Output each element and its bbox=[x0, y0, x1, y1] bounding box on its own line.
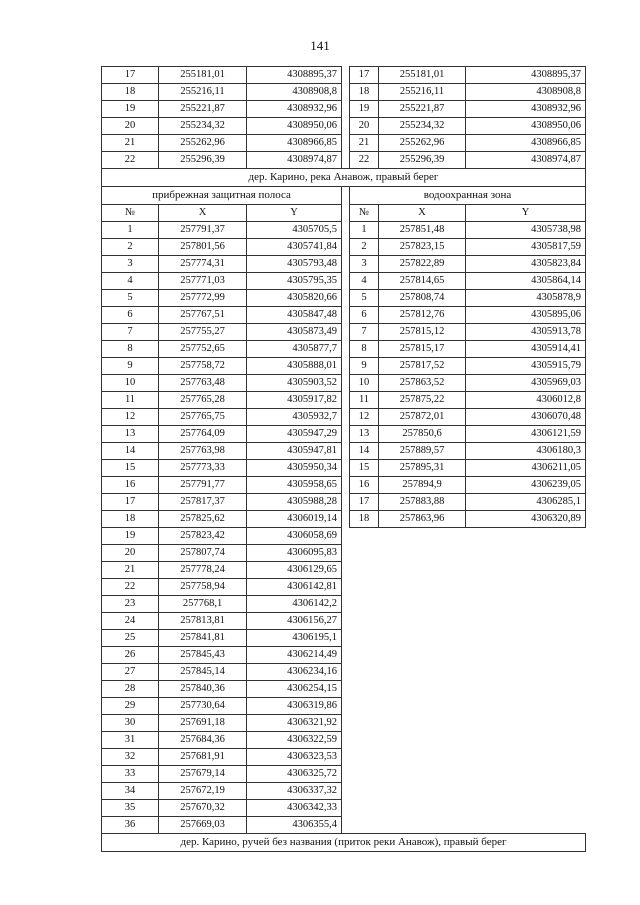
y-coordinate: 4306319,86 bbox=[247, 698, 342, 715]
top-continuation-rows bbox=[102, 67, 586, 169]
point-number: 34 bbox=[102, 783, 159, 800]
y-coordinate: 4305823,84 bbox=[466, 256, 586, 273]
y-coordinate: 4306325,72 bbox=[247, 766, 342, 783]
point-number: 24 bbox=[102, 613, 159, 630]
point-number: 30 bbox=[102, 715, 159, 732]
y-coordinate: 4308966,85 bbox=[247, 135, 342, 152]
point-number: 12 bbox=[350, 409, 379, 426]
table-row bbox=[102, 426, 586, 443]
section1-rows bbox=[102, 222, 586, 834]
x-coordinate: 257813,81 bbox=[159, 613, 247, 630]
table-row bbox=[102, 511, 586, 528]
y-coordinate: 4305988,28 bbox=[247, 494, 342, 511]
table-row bbox=[102, 152, 586, 169]
table-row bbox=[102, 545, 586, 562]
point-number: 13 bbox=[102, 426, 159, 443]
point-number: 3 bbox=[350, 256, 379, 273]
left-header-n: № bbox=[102, 205, 159, 222]
y-coordinate: 4306322,59 bbox=[247, 732, 342, 749]
y-coordinate: 4305864,14 bbox=[466, 273, 586, 290]
x-coordinate: 255296,39 bbox=[159, 152, 247, 169]
x-coordinate: 257791,77 bbox=[159, 477, 247, 494]
section2-title: дер. Карино, ручей без названия (приток реки Анавож), правый берег bbox=[102, 834, 586, 852]
x-coordinate: 257889,57 bbox=[379, 443, 466, 460]
table-row bbox=[102, 630, 586, 647]
y-coordinate: 4308895,37 bbox=[466, 67, 586, 84]
y-coordinate: 4306142,81 bbox=[247, 579, 342, 596]
y-coordinate: 4305917,82 bbox=[247, 392, 342, 409]
y-coordinate: 4306234,16 bbox=[247, 664, 342, 681]
y-coordinate: 4306129,65 bbox=[247, 562, 342, 579]
point-number: 5 bbox=[102, 290, 159, 307]
point-number: 1 bbox=[350, 222, 379, 239]
y-coordinate: 4308950,06 bbox=[247, 118, 342, 135]
x-coordinate: 255234,32 bbox=[159, 118, 247, 135]
point-number: 31 bbox=[102, 732, 159, 749]
x-coordinate: 257875,22 bbox=[379, 392, 466, 409]
point-number: 36 bbox=[102, 817, 159, 834]
point-number: 18 bbox=[350, 511, 379, 528]
y-coordinate: 4305914,41 bbox=[466, 341, 586, 358]
point-number: 8 bbox=[102, 341, 159, 358]
table-row bbox=[102, 101, 586, 118]
point-number: 11 bbox=[350, 392, 379, 409]
table-row bbox=[102, 67, 586, 84]
x-coordinate: 255221,87 bbox=[379, 101, 466, 118]
y-coordinate: 4306180,3 bbox=[466, 443, 586, 460]
coordinates-document bbox=[101, 66, 585, 852]
table-row bbox=[102, 681, 586, 698]
y-coordinate: 4306142,2 bbox=[247, 596, 342, 613]
point-number: 23 bbox=[102, 596, 159, 613]
y-coordinate: 4305969,03 bbox=[466, 375, 586, 392]
x-coordinate: 257679,14 bbox=[159, 766, 247, 783]
y-coordinate: 4306095,83 bbox=[247, 545, 342, 562]
point-number: 2 bbox=[350, 239, 379, 256]
x-coordinate: 257758,72 bbox=[159, 358, 247, 375]
x-coordinate: 257778,24 bbox=[159, 562, 247, 579]
x-coordinate: 257672,19 bbox=[159, 783, 247, 800]
y-coordinate: 4305847,48 bbox=[247, 307, 342, 324]
y-coordinate: 4306320,89 bbox=[466, 511, 586, 528]
x-coordinate: 257772,99 bbox=[159, 290, 247, 307]
point-number: 3 bbox=[102, 256, 159, 273]
y-coordinate: 4306342,33 bbox=[247, 800, 342, 817]
x-coordinate: 257765,75 bbox=[159, 409, 247, 426]
y-coordinate: 4305873,49 bbox=[247, 324, 342, 341]
y-coordinate: 4305793,48 bbox=[247, 256, 342, 273]
y-coordinate: 4306323,53 bbox=[247, 749, 342, 766]
x-coordinate: 257863,52 bbox=[379, 375, 466, 392]
point-number: 20 bbox=[102, 118, 159, 135]
x-coordinate: 257764,09 bbox=[159, 426, 247, 443]
x-coordinate: 257825,62 bbox=[159, 511, 247, 528]
point-number: 15 bbox=[102, 460, 159, 477]
x-coordinate: 257812,76 bbox=[379, 307, 466, 324]
x-coordinate: 257774,31 bbox=[159, 256, 247, 273]
table-row bbox=[102, 358, 586, 375]
point-number: 18 bbox=[350, 84, 379, 101]
section2-header bbox=[102, 834, 586, 852]
point-number: 21 bbox=[102, 135, 159, 152]
x-coordinate: 257815,17 bbox=[379, 341, 466, 358]
y-coordinate: 4305705,5 bbox=[247, 222, 342, 239]
point-number: 25 bbox=[102, 630, 159, 647]
point-number: 17 bbox=[350, 67, 379, 84]
y-coordinate: 4306211,05 bbox=[466, 460, 586, 477]
y-coordinate: 4305958,65 bbox=[247, 477, 342, 494]
point-number: 21 bbox=[102, 562, 159, 579]
y-coordinate: 4308932,96 bbox=[247, 101, 342, 118]
point-number: 22 bbox=[102, 152, 159, 169]
x-coordinate: 257771,03 bbox=[159, 273, 247, 290]
left-subtitle: прибрежная защитная полоса bbox=[102, 187, 342, 205]
point-number: 26 bbox=[102, 647, 159, 664]
y-coordinate: 4306214,49 bbox=[247, 647, 342, 664]
x-coordinate: 257755,27 bbox=[159, 324, 247, 341]
y-coordinate: 4305895,06 bbox=[466, 307, 586, 324]
point-number: 2 bbox=[102, 239, 159, 256]
y-coordinate: 4308950,06 bbox=[466, 118, 586, 135]
point-number: 10 bbox=[350, 375, 379, 392]
point-number: 17 bbox=[102, 67, 159, 84]
y-coordinate: 4306239,05 bbox=[466, 477, 586, 494]
y-coordinate: 4305947,81 bbox=[247, 443, 342, 460]
table-row bbox=[102, 800, 586, 817]
point-number: 22 bbox=[102, 579, 159, 596]
x-coordinate: 257791,37 bbox=[159, 222, 247, 239]
x-coordinate: 257691,18 bbox=[159, 715, 247, 732]
table-row bbox=[102, 324, 586, 341]
right-subtitle: водоохранная зона bbox=[350, 187, 586, 205]
point-number: 19 bbox=[102, 528, 159, 545]
table-row bbox=[102, 562, 586, 579]
table-row bbox=[102, 647, 586, 664]
y-coordinate: 4305932,7 bbox=[247, 409, 342, 426]
x-coordinate: 257752,65 bbox=[159, 341, 247, 358]
table-row bbox=[102, 715, 586, 732]
table-row bbox=[102, 273, 586, 290]
right-header-n: № bbox=[350, 205, 379, 222]
x-coordinate: 257851,48 bbox=[379, 222, 466, 239]
table-row bbox=[102, 341, 586, 358]
x-coordinate: 257894,9 bbox=[379, 477, 466, 494]
table-row bbox=[102, 749, 586, 766]
point-number: 35 bbox=[102, 800, 159, 817]
point-number: 18 bbox=[102, 511, 159, 528]
table-row bbox=[102, 392, 586, 409]
x-coordinate: 255181,01 bbox=[379, 67, 466, 84]
x-coordinate: 257814,65 bbox=[379, 273, 466, 290]
x-coordinate: 257670,32 bbox=[159, 800, 247, 817]
x-coordinate: 257863,96 bbox=[379, 511, 466, 528]
section1-title: дер. Карино, река Анавож, правый берег bbox=[102, 169, 586, 187]
point-number: 29 bbox=[102, 698, 159, 715]
left-header-y: Y bbox=[247, 205, 342, 222]
table-row bbox=[102, 84, 586, 101]
x-coordinate: 257817,37 bbox=[159, 494, 247, 511]
point-number: 9 bbox=[102, 358, 159, 375]
point-number: 19 bbox=[102, 101, 159, 118]
right-header-y: Y bbox=[466, 205, 586, 222]
point-number: 5 bbox=[350, 290, 379, 307]
table-row bbox=[102, 494, 586, 511]
x-coordinate: 257850,6 bbox=[379, 426, 466, 443]
point-number: 20 bbox=[350, 118, 379, 135]
table-row bbox=[102, 118, 586, 135]
y-coordinate: 4305877,7 bbox=[247, 341, 342, 358]
point-number: 28 bbox=[102, 681, 159, 698]
x-coordinate: 257845,14 bbox=[159, 664, 247, 681]
table-row bbox=[102, 256, 586, 273]
table-row bbox=[102, 596, 586, 613]
y-coordinate: 4306058,69 bbox=[247, 528, 342, 545]
table-row bbox=[102, 290, 586, 307]
y-coordinate: 4305817,59 bbox=[466, 239, 586, 256]
right-header-x: X bbox=[379, 205, 466, 222]
x-coordinate: 255181,01 bbox=[159, 67, 247, 84]
y-coordinate: 4305741,84 bbox=[247, 239, 342, 256]
section1-header bbox=[102, 169, 586, 222]
y-coordinate: 4305820,66 bbox=[247, 290, 342, 307]
y-coordinate: 4306019,14 bbox=[247, 511, 342, 528]
y-coordinate: 4306355,4 bbox=[247, 817, 342, 834]
x-coordinate: 257801,56 bbox=[159, 239, 247, 256]
point-number: 6 bbox=[102, 307, 159, 324]
table-row bbox=[102, 698, 586, 715]
x-coordinate: 257730,64 bbox=[159, 698, 247, 715]
x-coordinate: 257883,88 bbox=[379, 494, 466, 511]
point-number: 16 bbox=[350, 477, 379, 494]
x-coordinate: 257669,03 bbox=[159, 817, 247, 834]
y-coordinate: 4305888,01 bbox=[247, 358, 342, 375]
y-coordinate: 4306121,59 bbox=[466, 426, 586, 443]
point-number: 6 bbox=[350, 307, 379, 324]
y-coordinate: 4305878,9 bbox=[466, 290, 586, 307]
point-number: 17 bbox=[350, 494, 379, 511]
point-number: 1 bbox=[102, 222, 159, 239]
table-row bbox=[102, 664, 586, 681]
point-number: 19 bbox=[350, 101, 379, 118]
y-coordinate: 4305915,79 bbox=[466, 358, 586, 375]
y-coordinate: 4308908,8 bbox=[466, 84, 586, 101]
table-row bbox=[102, 477, 586, 494]
table-row bbox=[102, 732, 586, 749]
table-row bbox=[102, 783, 586, 800]
point-number: 21 bbox=[350, 135, 379, 152]
y-coordinate: 4305795,35 bbox=[247, 273, 342, 290]
y-coordinate: 4308974,87 bbox=[247, 152, 342, 169]
table-row bbox=[102, 579, 586, 596]
table-row bbox=[102, 443, 586, 460]
x-coordinate: 257763,98 bbox=[159, 443, 247, 460]
x-coordinate: 255234,32 bbox=[379, 118, 466, 135]
table-row bbox=[102, 409, 586, 426]
x-coordinate: 257840,36 bbox=[159, 681, 247, 698]
y-coordinate: 4308932,96 bbox=[466, 101, 586, 118]
x-coordinate: 257823,15 bbox=[379, 239, 466, 256]
coordinates-table bbox=[101, 66, 586, 852]
point-number: 12 bbox=[102, 409, 159, 426]
y-coordinate: 4308974,87 bbox=[466, 152, 586, 169]
table-row bbox=[102, 239, 586, 256]
point-number: 7 bbox=[102, 324, 159, 341]
x-coordinate: 257681,91 bbox=[159, 749, 247, 766]
y-coordinate: 4308895,37 bbox=[247, 67, 342, 84]
x-coordinate: 257845,43 bbox=[159, 647, 247, 664]
page-number: 141 bbox=[310, 38, 330, 53]
x-coordinate: 255221,87 bbox=[159, 101, 247, 118]
y-coordinate: 4306156,27 bbox=[247, 613, 342, 630]
x-coordinate: 257841,81 bbox=[159, 630, 247, 647]
table-row bbox=[102, 135, 586, 152]
x-coordinate: 257822,89 bbox=[379, 256, 466, 273]
table-row bbox=[102, 613, 586, 630]
table-row bbox=[102, 375, 586, 392]
x-coordinate: 257767,51 bbox=[159, 307, 247, 324]
x-coordinate: 257872,01 bbox=[379, 409, 466, 426]
point-number: 4 bbox=[350, 273, 379, 290]
point-number: 8 bbox=[350, 341, 379, 358]
y-coordinate: 4306070,48 bbox=[466, 409, 586, 426]
x-coordinate: 255216,11 bbox=[159, 84, 247, 101]
y-coordinate: 4308966,85 bbox=[466, 135, 586, 152]
x-coordinate: 255216,11 bbox=[379, 84, 466, 101]
table-row bbox=[102, 528, 586, 545]
y-coordinate: 4305913,78 bbox=[466, 324, 586, 341]
x-coordinate: 255296,39 bbox=[379, 152, 466, 169]
y-coordinate: 4306195,1 bbox=[247, 630, 342, 647]
point-number: 17 bbox=[102, 494, 159, 511]
y-coordinate: 4306254,15 bbox=[247, 681, 342, 698]
left-header-x: X bbox=[159, 205, 247, 222]
point-number: 7 bbox=[350, 324, 379, 341]
point-number: 4 bbox=[102, 273, 159, 290]
point-number: 13 bbox=[350, 426, 379, 443]
point-number: 20 bbox=[102, 545, 159, 562]
point-number: 10 bbox=[102, 375, 159, 392]
point-number: 15 bbox=[350, 460, 379, 477]
x-coordinate: 257763,48 bbox=[159, 375, 247, 392]
y-coordinate: 4305738,98 bbox=[466, 222, 586, 239]
y-coordinate: 4305903,52 bbox=[247, 375, 342, 392]
x-coordinate: 257773,33 bbox=[159, 460, 247, 477]
y-coordinate: 4308908,8 bbox=[247, 84, 342, 101]
point-number: 11 bbox=[102, 392, 159, 409]
table-row bbox=[102, 307, 586, 324]
x-coordinate: 257817,52 bbox=[379, 358, 466, 375]
point-number: 18 bbox=[102, 84, 159, 101]
y-coordinate: 4305950,34 bbox=[247, 460, 342, 477]
table-row bbox=[102, 222, 586, 239]
x-coordinate: 257807,74 bbox=[159, 545, 247, 562]
point-number: 14 bbox=[350, 443, 379, 460]
table-row bbox=[102, 460, 586, 477]
x-coordinate: 257768,1 bbox=[159, 596, 247, 613]
point-number: 16 bbox=[102, 477, 159, 494]
table-row bbox=[102, 817, 586, 834]
x-coordinate: 255262,96 bbox=[379, 135, 466, 152]
x-coordinate: 255262,96 bbox=[159, 135, 247, 152]
x-coordinate: 257684,36 bbox=[159, 732, 247, 749]
y-coordinate: 4306337,32 bbox=[247, 783, 342, 800]
y-coordinate: 4306012,8 bbox=[466, 392, 586, 409]
point-number: 32 bbox=[102, 749, 159, 766]
point-number: 14 bbox=[102, 443, 159, 460]
table-row bbox=[102, 766, 586, 783]
x-coordinate: 257815,12 bbox=[379, 324, 466, 341]
x-coordinate: 257895,31 bbox=[379, 460, 466, 477]
point-number: 9 bbox=[350, 358, 379, 375]
x-coordinate: 257808,74 bbox=[379, 290, 466, 307]
y-coordinate: 4305947,29 bbox=[247, 426, 342, 443]
x-coordinate: 257758,94 bbox=[159, 579, 247, 596]
point-number: 27 bbox=[102, 664, 159, 681]
point-number: 22 bbox=[350, 152, 379, 169]
point-number: 33 bbox=[102, 766, 159, 783]
y-coordinate: 4306321,92 bbox=[247, 715, 342, 732]
x-coordinate: 257823,42 bbox=[159, 528, 247, 545]
x-coordinate: 257765,28 bbox=[159, 392, 247, 409]
y-coordinate: 4306285,1 bbox=[466, 494, 586, 511]
